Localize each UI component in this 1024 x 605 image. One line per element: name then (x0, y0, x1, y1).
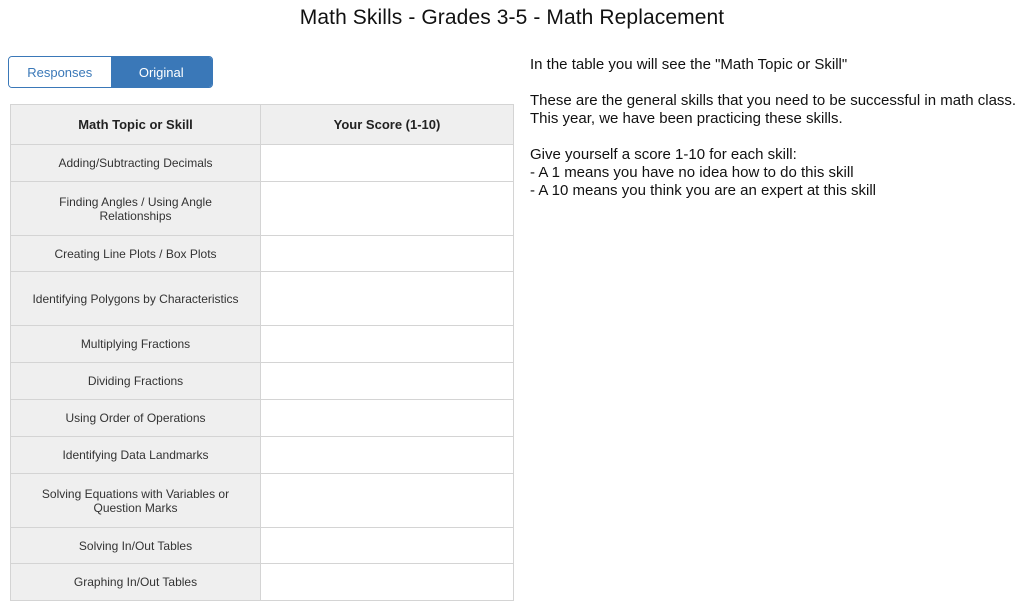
instructions-panel (530, 56, 1022, 200)
table-row (11, 363, 514, 400)
table-row (11, 272, 514, 326)
page-title: Math Skills - Grades 3-5 - Math Replacement (299, 6, 725, 29)
column-header-topic: Math Topic or Skill (11, 105, 261, 145)
instructions-score-high: - A 10 means you think you are an expert at this skill (530, 182, 877, 199)
topic-cell: Adding/Subtracting Decimals (11, 145, 261, 182)
instructions-intro: In the table you will see the "Math Topic or Skill" (530, 56, 848, 73)
topic-cell: Using Order of Operations (11, 400, 261, 437)
instructions-score-prompt: Give yourself a score 1-10 for each skill: (530, 146, 797, 163)
topic-cell: Finding Angles / Using Angle Relationships (11, 182, 261, 236)
table-row (11, 437, 514, 474)
topic-cell: Graphing In/Out Tables (11, 564, 261, 601)
instructions-score-low: - A 1 means you have no idea how to do this skill (530, 164, 854, 181)
table-header-row (11, 105, 514, 145)
table-row (11, 528, 514, 564)
topic-cell: Identifying Data Landmarks (11, 437, 261, 474)
score-cell[interactable] (261, 400, 514, 437)
instructions-general: These are the general skills that you need to be successful in math class. This year, we have been practicing these skills. (530, 92, 1017, 127)
topic-cell: Solving Equations with Variables or Question Marks (11, 474, 261, 528)
score-cell[interactable] (261, 145, 514, 182)
table-row (11, 400, 514, 437)
table-row (11, 182, 514, 236)
score-cell[interactable] (261, 272, 514, 326)
table-row (11, 145, 514, 182)
topic-cell: Solving In/Out Tables (11, 528, 261, 564)
topic-cell: Creating Line Plots / Box Plots (11, 236, 261, 272)
score-cell[interactable] (261, 474, 514, 528)
original-tab-button[interactable]: Original (111, 57, 213, 87)
score-cell[interactable] (261, 564, 514, 601)
score-cell[interactable] (261, 236, 514, 272)
table-row (11, 474, 514, 528)
score-cell[interactable] (261, 528, 514, 564)
score-cell[interactable] (261, 437, 514, 474)
topic-cell: Identifying Polygons by Characteristics (11, 272, 261, 326)
topic-cell: Multiplying Fractions (11, 326, 261, 363)
table-row (11, 564, 514, 601)
view-toggle (8, 56, 213, 88)
responses-tab-button[interactable]: Responses (9, 57, 111, 87)
score-cell[interactable] (261, 363, 514, 400)
skills-table (10, 104, 514, 601)
score-cell[interactable] (261, 326, 514, 363)
score-cell[interactable] (261, 182, 514, 236)
table-row (11, 236, 514, 272)
topic-cell: Dividing Fractions (11, 363, 261, 400)
table-row (11, 326, 514, 363)
column-header-score: Your Score (1-10) (261, 105, 514, 145)
